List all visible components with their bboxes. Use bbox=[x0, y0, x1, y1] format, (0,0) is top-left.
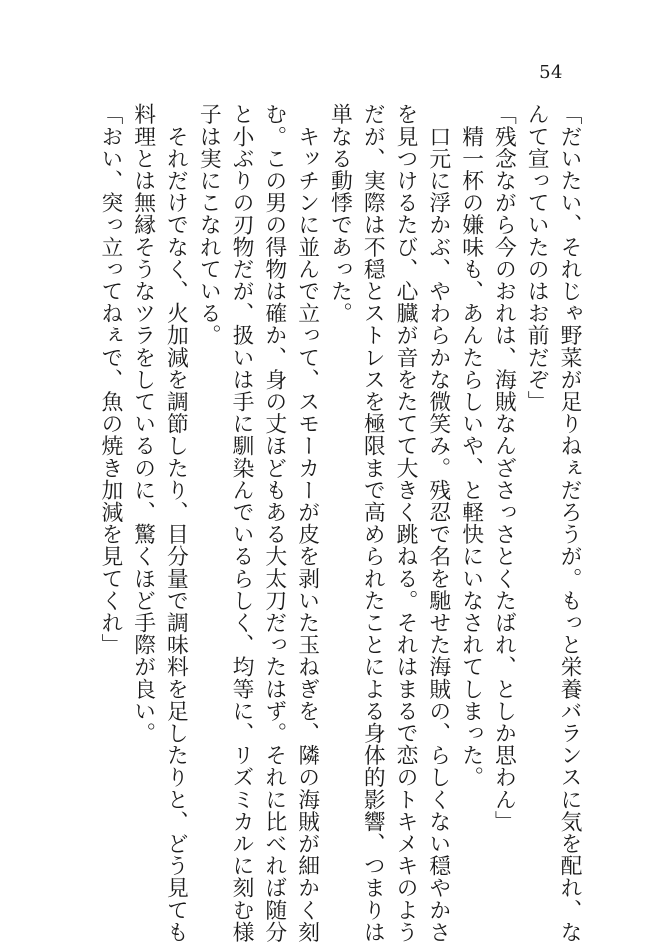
text-line: んて宣っていたのはお前だぞ」 bbox=[524, 103, 550, 413]
text-line: 口元に浮かぶ、やわらかな微笑み。残忍で名を馳せた海賊の、らしくない穏やかさ bbox=[425, 103, 451, 943]
text-line: 精一杯の嫌味も、あんたらしいや、と軽快にいなされてしまった。 bbox=[458, 103, 484, 789]
page-number: 54 bbox=[539, 62, 563, 83]
text-line: 「おい、突っ立ってねぇで、魚の焼き加減を見てくれ」 bbox=[97, 103, 123, 656]
vertical-text-body bbox=[59, 103, 585, 943]
text-line: む。この男の得物は確か、身の丈ほどもある大太刀だったはず。それに比べれば随分 bbox=[261, 103, 287, 943]
text-line: 料理とは無縁そうなツラをしているのに、驚くほど手際が良い。 bbox=[130, 103, 156, 744]
text-line: 子は実にこなれている。 bbox=[196, 103, 222, 347]
text-line: 「残念ながら今のおれは、海賊なんざさっさとくたばれ、としか思わん」 bbox=[491, 103, 517, 833]
text-line: 「だいたい、それじゃ野菜が足りねぇだろうが。もっと栄養バランスに気を配れ、な bbox=[557, 103, 582, 943]
text-line: それだけでなく、火加減を調節したり、目分量で調味料を足したりと、どう見ても bbox=[163, 103, 189, 943]
text-line: 単なる動悸であった。 bbox=[327, 103, 353, 324]
text-line: キッチンに並んで立って、スモーカーが皮を剥いた玉ねぎを、隣の海賊が細かく刻 bbox=[294, 103, 320, 943]
text-line: と小ぶりの刃物だが、扱いは手に馴染んでいるらしく、均等に、リズミカルに刻む様 bbox=[229, 103, 255, 943]
text-line: だが、実際は不穏とストレスを極限まで高められたことによる身体的影響、つまりは bbox=[360, 103, 386, 943]
text-line: を見つけるたび、心臓が音をたてて大きく跳ねる。それはまるで恋のトキメキのよう bbox=[393, 103, 419, 943]
